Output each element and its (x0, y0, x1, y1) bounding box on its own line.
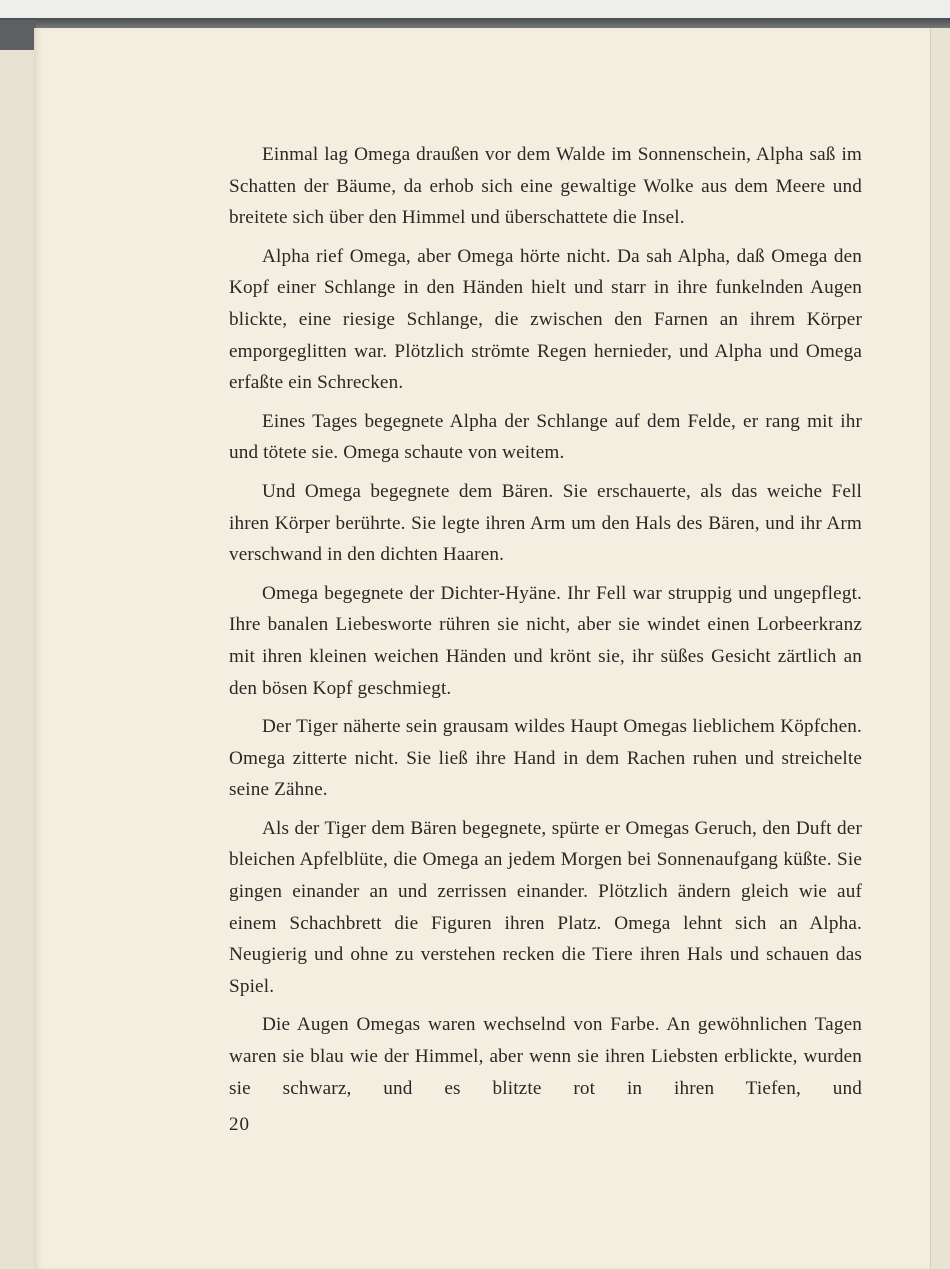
paragraph: Eines Tages begegnete Alpha der Schlange auf dem Felde, er rang mit ihr und tötete sie. Omega schaute von weitem. (229, 410, 862, 464)
paragraph: Die Augen Omegas waren wechselnd von Farbe. An gewöhnlichen Tagen waren sie blau wie der Himmel, aber wenn sie ihren Liebsten erblickte, wurden sie schwarz, und es blitzte rot in ihren Tiefen, und (229, 1014, 862, 1099)
paragraph: Alpha rief Omega, aber Omega hörte nicht. Da sah Alpha, daß Omega den Kopf einer Schlange in den Händen hielt und starr in ihre funkelnden Augen blickte, eine riesige Schlange, die zwischen den Farnen an ihrem Körper emporgeglitten war. Plötzlich strömte Regen hernieder, und Alpha und Omega erfaßte ein Schrecken. (229, 245, 862, 394)
cover-corner-shadow (0, 20, 36, 52)
paragraph: Einmal lag Omega draußen vor dem Walde im Sonnenschein, Alpha saß im Schatten der Bäume, da erhob sich eine gewaltige Wolke aus dem Meere und breitete sich über den Himmel und überschattete die Insel. (229, 144, 862, 229)
paragraph: Als der Tiger dem Bären begegnete, spürte er Omegas Geruch, den Duft der bleichen Apfelblüte, die Omega an jedem Morgen bei Sonnenaufgang küßte. Sie gingen einander an und zerrissen einander. Plötzlich ändern gleich wie auf einem Schachbrett die Figuren ihren Platz. Omega lehnt sich an Alpha. Neugierig und ohne zu verstehen recken die Tiere ihren Hals und schauen das Spiel. (229, 817, 862, 997)
right-cover-board (930, 28, 950, 1269)
body-text (229, 139, 862, 1111)
paragraph: Der Tiger näherte sein grausam wildes Haupt Omegas lieblichem Köpfchen. Omega zitterte nicht. Sie ließ ihre Hand in dem Rachen ruhen und streichelte seine Zähne. (229, 716, 862, 801)
page-number: 20 (229, 1114, 250, 1135)
left-cover-board (0, 50, 37, 1269)
top-cover-edge (0, 18, 950, 28)
paragraph: Und Omega begegnete dem Bären. Sie erschauerte, als das weiche Fell ihren Körper berührte. Sie legte ihren Arm um den Hals des Bären, und ihr Arm verschwand in den dichten Haaren. (229, 480, 862, 566)
paragraph: Omega begegnete der Dichter-Hyäne. Ihr Fell war struppig und ungepflegt. Ihre banalen Liebesworte rühren sie nicht, aber sie windet einen Lorbeerkranz mit ihren kleinen weichen Händen und krönt sie, ihr süßes Gesicht zärtlich an den bösen Kopf geschmiegt. (229, 582, 862, 699)
scan-background (0, 0, 950, 20)
